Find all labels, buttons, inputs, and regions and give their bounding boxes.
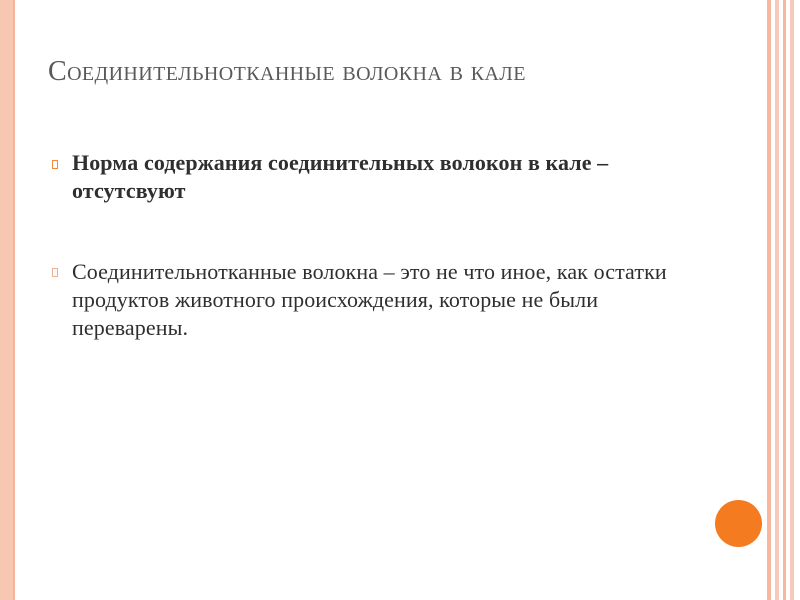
slide-title: Соединительнотканные волокна в кале — [48, 56, 526, 87]
orange-circle-decoration — [715, 500, 762, 547]
bullet-text-description: Соединительнотканные волокна – это не что иное, как остатки продуктов животного происхождения, которые не были переварены. — [72, 259, 667, 340]
left-decorative-border — [0, 0, 13, 600]
bullet-square-shape — [52, 160, 58, 169]
left-border-line — [13, 0, 15, 600]
bullet-text-norm: Норма содержания соединительных волокон в кале – отсутсвуют — [72, 150, 609, 203]
right-decorative-stripes — [762, 0, 800, 600]
bullet-square-shape — [52, 268, 58, 277]
